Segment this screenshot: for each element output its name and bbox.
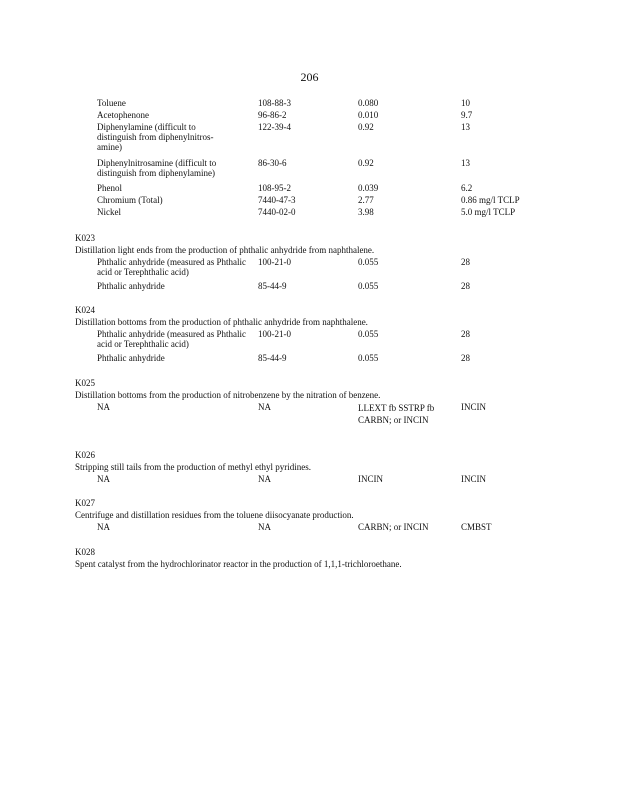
- section-code: K027: [75, 498, 95, 508]
- table-row-nww: 28: [461, 329, 470, 339]
- table-row-nww: 6.2: [461, 183, 473, 193]
- table-row-name: Acetophenone: [97, 110, 149, 120]
- table-row-cas: 85-44-9: [258, 353, 287, 363]
- table-row-ww: 0.010: [358, 110, 379, 120]
- table-row-ww: LLEXT fb SSTRP fb CARBN; or INCIN: [358, 403, 435, 425]
- section-code: K026: [75, 450, 95, 460]
- table-row-nww: INCIN: [461, 402, 486, 412]
- table-row-ww: 0.055: [358, 329, 379, 339]
- table-row-ww: INCIN: [358, 474, 383, 484]
- table-row-ww: 0.055: [358, 281, 379, 291]
- table-row-name: Diphenylamine (difficult to distinguish from diphenylnitros-amine): [97, 122, 214, 152]
- table-row-name: Diphenylnitrosamine (difficult to distinguish from diphenylamine): [97, 158, 217, 178]
- table-row-cas: 96-86-2: [258, 110, 287, 120]
- section-description: Distillation bottoms from the production of nitrobenzene by the nitration of benzene.: [75, 390, 381, 400]
- table-row-name: Phthalic anhydride (measured as Phthalic acid or Terephthalic acid): [97, 257, 246, 277]
- table-row-ww: 0.92: [358, 158, 374, 168]
- table-row-cas: 122-39-4: [258, 122, 291, 132]
- table-row-name: NA: [97, 474, 110, 484]
- table-row-nww: 9.7: [461, 110, 473, 120]
- table-row-ww: 2.77: [358, 195, 374, 205]
- table-row-cas: NA: [258, 474, 271, 484]
- table-row-cas: 100-21-0: [258, 257, 291, 267]
- page-number: 206: [300, 70, 319, 84]
- table-row-nww: 10: [461, 98, 470, 108]
- table-row-cas: NA: [258, 402, 271, 412]
- table-row-cas: 86-30-6: [258, 158, 287, 168]
- table-row-name: Nickel: [97, 207, 121, 217]
- table-row-ww: 0.055: [358, 353, 379, 363]
- table-row-cas: 100-21-0: [258, 329, 291, 339]
- table-row-ww: 0.039: [358, 183, 379, 193]
- table-row-name: NA: [97, 522, 110, 532]
- table-row-nww: INCIN: [461, 474, 486, 484]
- table-row-cas: 7440-02-0: [258, 207, 296, 217]
- section-code: K023: [75, 233, 95, 243]
- table-row-name: Phthalic anhydride: [97, 281, 165, 291]
- table-row-name: Toluene: [97, 98, 126, 108]
- table-row-name: Phenol: [97, 183, 123, 193]
- section-code: K024: [75, 305, 95, 315]
- section-description: Distillation bottoms from the production of phthalic anhydride from naphthalene.: [75, 317, 368, 327]
- table-row-name: Phthalic anhydride: [97, 353, 165, 363]
- table-row-name: Chromium (Total): [97, 195, 163, 205]
- table-row-cas: 108-88-3: [258, 98, 291, 108]
- section-description: Distillation light ends from the production of phthalic anhydride from naphthalene.: [75, 245, 375, 255]
- table-row-nww: 28: [461, 281, 470, 291]
- table-row-ww: CARBN; or INCIN: [358, 522, 429, 532]
- section-description: Spent catalyst from the hydrochlorinator reactor in the production of 1,1,1-trichloroethane.: [75, 559, 402, 569]
- table-row-nww: CMBST: [461, 522, 492, 532]
- table-row-nww: 13: [461, 158, 470, 168]
- table-row-cas: 108-95-2: [258, 183, 291, 193]
- table-row-ww: 0.92: [358, 122, 374, 132]
- table-row-nww: 28: [461, 353, 470, 363]
- section-description: Centrifuge and distillation residues from the toluene diisocyanate production.: [75, 510, 354, 520]
- table-row-nww: 28: [461, 257, 470, 267]
- table-row-nww: 13: [461, 122, 470, 132]
- table-row-cas: 85-44-9: [258, 281, 287, 291]
- section-code: K028: [75, 547, 95, 557]
- table-row-ww: 3.98: [358, 207, 374, 217]
- table-row-name: NA: [97, 402, 110, 412]
- table-row-cas: NA: [258, 522, 271, 532]
- table-row-ww: 0.055: [358, 257, 379, 267]
- table-row-ww: 0.080: [358, 98, 379, 108]
- section-code: K025: [75, 378, 95, 388]
- table-row-nww: 5.0 mg/l TCLP: [461, 207, 516, 217]
- section-description: Stripping still tails from the production of methyl ethyl pyridines.: [75, 462, 311, 472]
- table-row-name: Phthalic anhydride (measured as Phthalic acid or Terephthalic acid): [97, 329, 246, 349]
- table-row-cas: 7440-47-3: [258, 195, 296, 205]
- table-row-nww: 0.86 mg/l TCLP: [461, 195, 520, 205]
